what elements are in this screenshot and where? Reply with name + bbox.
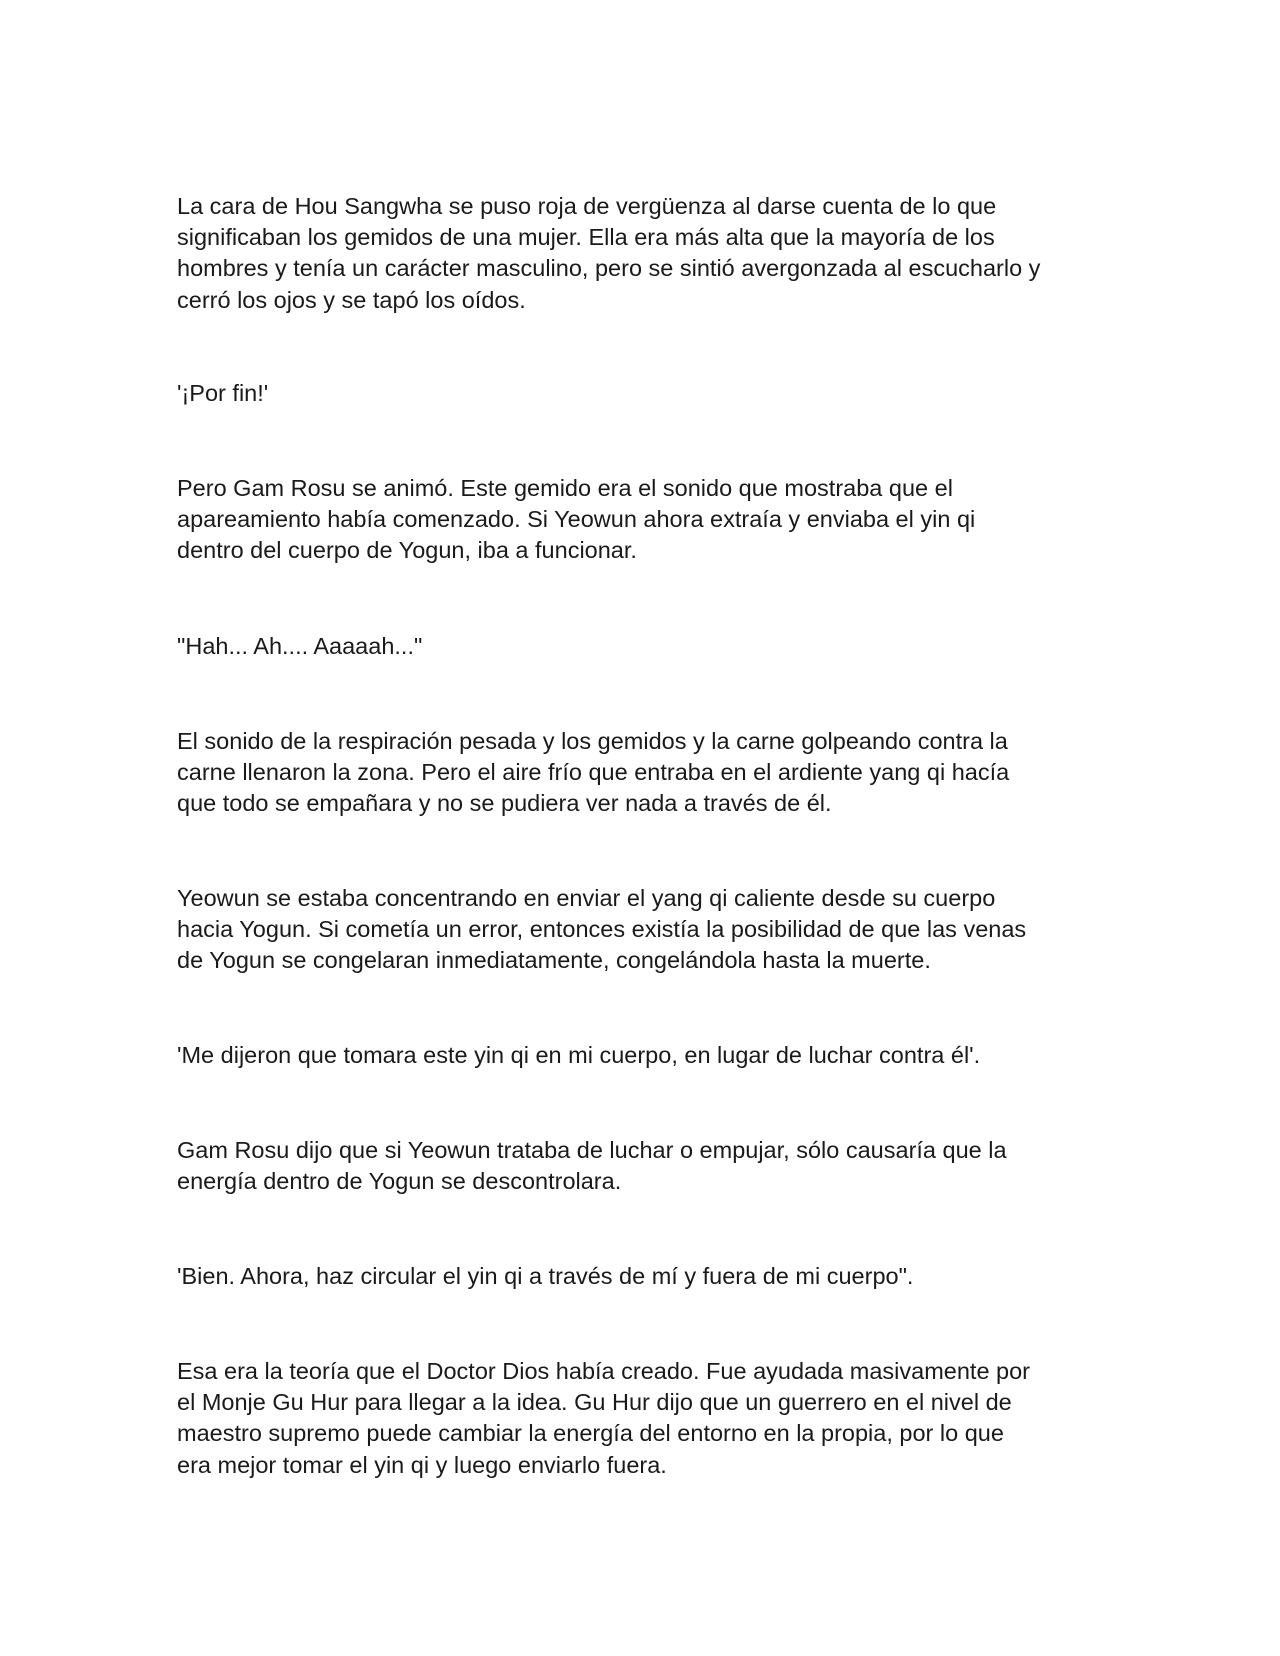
paragraph-10: Esa era la teoría que el Doctor Dios había creado. Fue ayudada masivamente por el Monje Gu Hur para llegar a la idea. Gu Hur dijo que un guerrero en el nivel de maestro supremo puede cambiar la energía del entorno en la propia, por lo que era mejor tomar el yin qi y luego enviarlo fuera. — [177, 1358, 1031, 1478]
paragraph-2: '¡Por fin!' — [177, 380, 269, 406]
paragraph-8: Gam Rosu dijo que si Yeowun trataba de luchar o empujar, sólo causaría que la energía dentro de Yogun se descontrolara. — [177, 1137, 1007, 1195]
paragraph-3: Pero Gam Rosu se animó. Este gemido era el sonido que mostraba que el apareamiento había comenzado. Si Yeowun ahora extraía y enviaba el yin qi dentro del cuerpo de Yogun, iba a funcionar. — [177, 475, 976, 564]
paragraph-6: Yeowun se estaba concentrando en enviar el yang qi caliente desde su cuerpo hacia Yogun. Si cometía un error, entonces existía la posibilidad de que las venas de Yogun se congelaran inmediatamente, congelándola hasta la muerte. — [177, 885, 1027, 974]
paragraph-5: El sonido de la respiración pesada y los gemidos y la carne golpeando contra la carne llenaron la zona. Pero el aire frío que entraba en el ardiente yang qi hacía que todo se empañara y no se pudiera ver nada a través de él. — [177, 728, 1010, 817]
paragraph-4: "Hah... Ah.... Aaaaah..." — [177, 633, 423, 659]
paragraph-1: La cara de Hou Sangwha se puso roja de vergüenza al darse cuenta de lo que significaban los gemidos de una mujer. Ella era más alta que la mayoría de los hombres y tenía un carácter masculino, pero se sintió avergonzada al escucharlo y cerró los ojos y se tapó los oídos. — [177, 193, 1041, 313]
paragraph-9: 'Bien. Ahora, haz circular el yin qi a través de mí y fuera de mi cuerpo". — [177, 1263, 914, 1289]
paragraph-7: 'Me dijeron que tomara este yin qi en mi cuerpo, en lugar de luchar contra él'. — [177, 1042, 981, 1068]
